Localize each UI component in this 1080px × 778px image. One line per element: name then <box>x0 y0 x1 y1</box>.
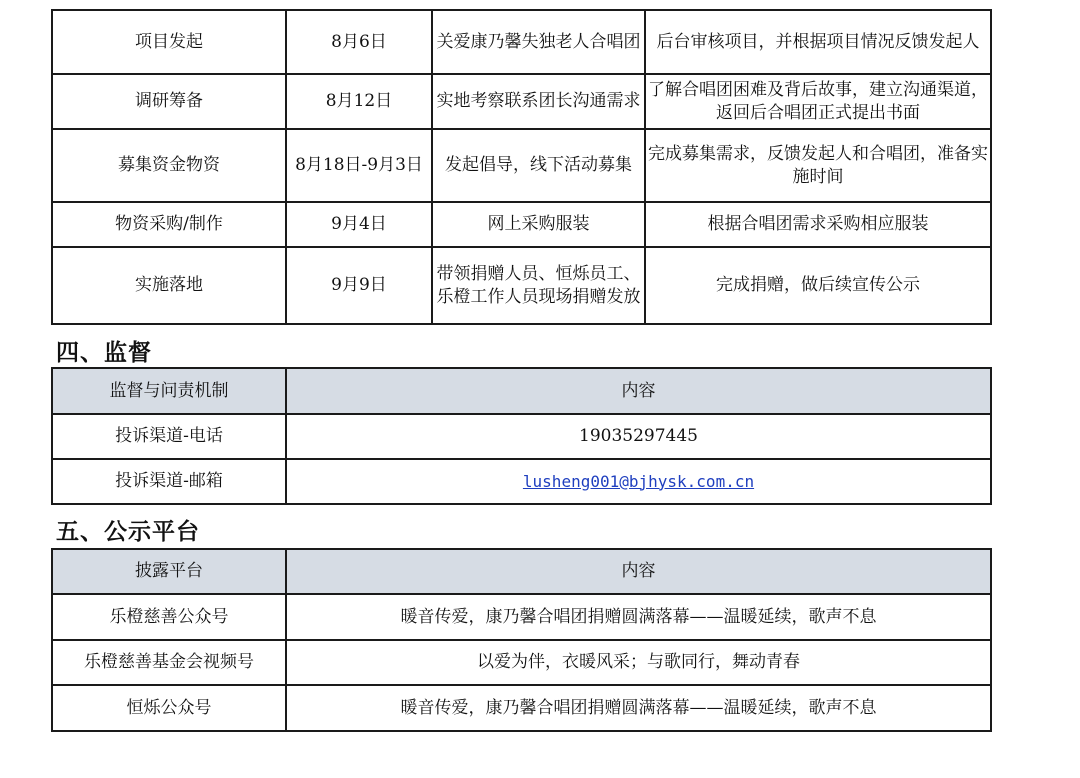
phone-value: 19035297445 <box>286 414 991 459</box>
column-header: 内容 <box>286 549 991 594</box>
supervision-table <box>51 367 992 505</box>
label-cell: 乐橙慈善公众号 <box>52 594 286 640</box>
table-header-row <box>52 549 991 594</box>
email-link[interactable]: lusheng001@bjhysk.com.cn <box>522 471 755 491</box>
result-cell: 完成捐赠，做后续宣传公示 <box>645 247 991 324</box>
stage-cell: 实施落地 <box>52 247 286 324</box>
column-header: 内容 <box>286 368 991 414</box>
action-cell: 发起倡导，线下活动募集 <box>432 129 645 202</box>
section-title-publicity: 五、公示平台 <box>56 519 200 545</box>
section-title-supervision: 四、监督 <box>56 340 152 366</box>
table-row <box>52 459 991 504</box>
label-cell: 恒烁公众号 <box>52 685 286 731</box>
table-row <box>52 640 991 685</box>
column-header: 披露平台 <box>52 549 286 594</box>
schedule-table <box>51 9 992 325</box>
result-cell: 了解合唱团困难及背后故事，建立沟通渠道，返回后合唱团正式提出书面 <box>645 74 991 129</box>
result-cell: 完成募集需求，反馈发起人和合唱团，准备实施时间 <box>645 129 991 202</box>
table-row <box>52 414 991 459</box>
date-cell: 9月4日 <box>286 202 432 247</box>
label-cell: 投诉渠道-电话 <box>52 414 286 459</box>
label-cell: 投诉渠道-邮箱 <box>52 459 286 504</box>
action-cell: 关爱康乃馨失独老人合唱团 <box>432 10 645 74</box>
result-cell: 后台审核项目，并根据项目情况反馈发起人 <box>645 10 991 74</box>
email-cell <box>286 459 991 504</box>
stage-cell: 调研筹备 <box>52 74 286 129</box>
table-row <box>52 129 991 202</box>
result-cell: 根据合唱团需求采购相应服装 <box>645 202 991 247</box>
table-row <box>52 247 991 324</box>
column-header: 监督与问责机制 <box>52 368 286 414</box>
action-cell: 实地考察联系团长沟通需求 <box>432 74 645 129</box>
action-cell: 网上采购服装 <box>432 202 645 247</box>
label-cell: 乐橙慈善基金会视频号 <box>52 640 286 685</box>
value-cell: 暖音传爱，康乃馨合唱团捐赠圆满落幕——温暖延续，歌声不息 <box>286 685 991 731</box>
stage-cell: 募集资金物资 <box>52 129 286 202</box>
publicity-table <box>51 548 992 732</box>
value-cell: 以爱为伴，衣暖风采；与歌同行，舞动青春 <box>286 640 991 685</box>
stage-cell: 物资采购/制作 <box>52 202 286 247</box>
date-cell: 8月6日 <box>286 10 432 74</box>
table-row <box>52 74 991 129</box>
date-cell: 8月18日-9月3日 <box>286 129 432 202</box>
table-row <box>52 685 991 731</box>
date-cell: 9月9日 <box>286 247 432 324</box>
table-row <box>52 10 991 74</box>
date-cell: 8月12日 <box>286 74 432 129</box>
action-cell: 带领捐赠人员、恒烁员工、乐橙工作人员现场捐赠发放 <box>432 247 645 324</box>
table-row <box>52 202 991 247</box>
stage-cell: 项目发起 <box>52 10 286 74</box>
value-cell: 暖音传爱，康乃馨合唱团捐赠圆满落幕——温暖延续，歌声不息 <box>286 594 991 640</box>
table-row <box>52 594 991 640</box>
table-header-row <box>52 368 991 414</box>
